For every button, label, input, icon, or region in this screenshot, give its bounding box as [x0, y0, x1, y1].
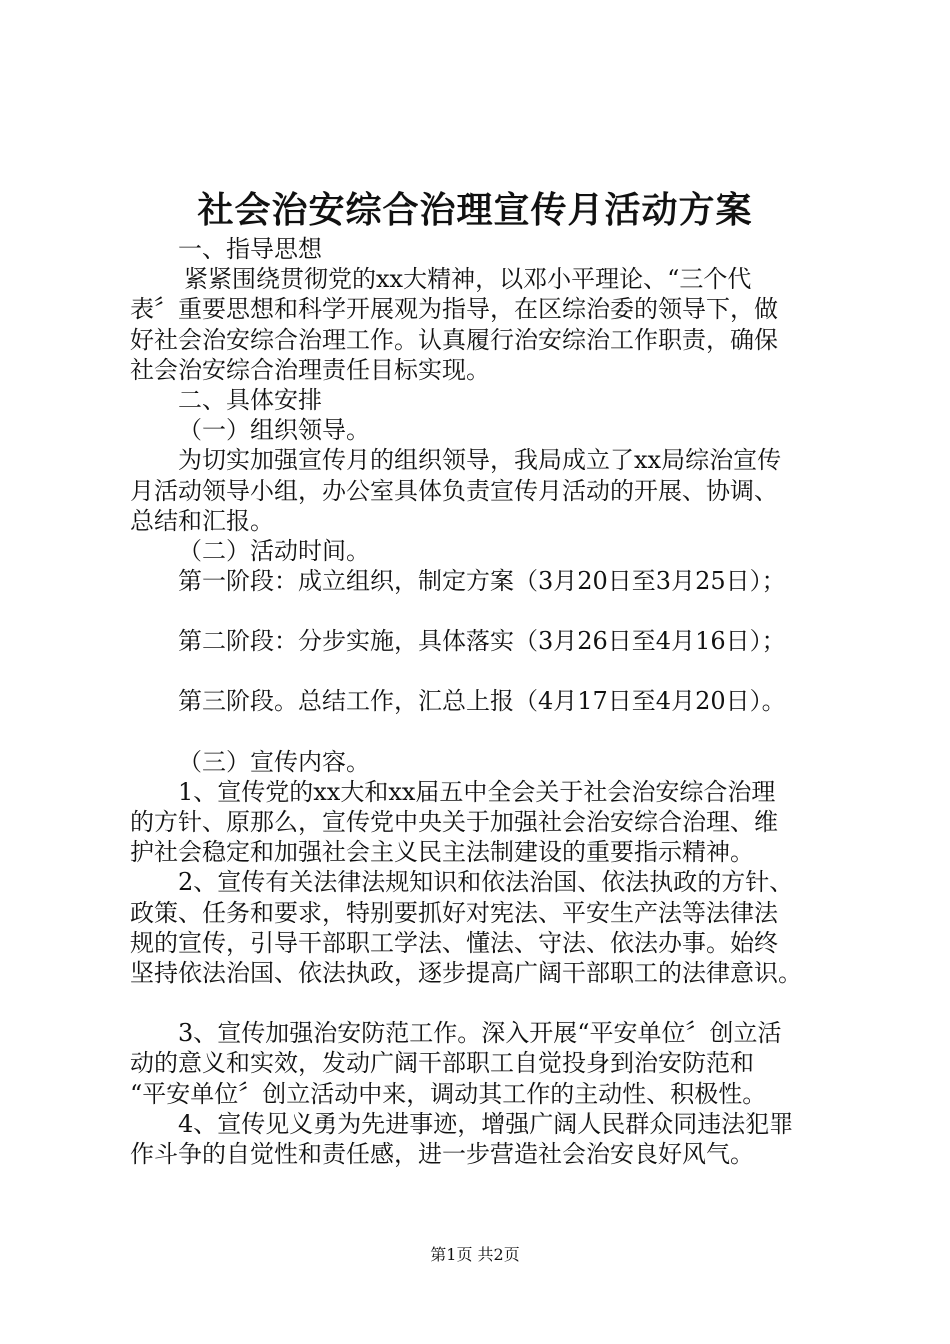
paragraph-line: 动的意义和实效，发动广阔干部职工自觉投身到治安防范和 [130, 1049, 754, 1078]
paragraph-line: 月活动领导小组，办公室具体负责宣传月活动的开展、协调、 [130, 476, 778, 505]
subsection-heading-content: （三）宣传内容。 [178, 747, 370, 776]
schedule-phase-3: 第三阶段。总结工作，汇总上报（4月17日至4月20日）。 [178, 687, 786, 716]
paragraph-line: “平安单位〞创立活动中来，调动其工作的主动性、积极性。 [130, 1079, 767, 1108]
schedule-phase-1: 第一阶段：成立组织，制定方案（3月20日至3月25日）； [178, 567, 786, 596]
subsection-heading-leadership: （一）组织领导。 [178, 416, 370, 445]
paragraph-line: 1、宣传党的xx大和xx届五中全会关于社会治安综合治理 [178, 777, 776, 806]
paragraph-line: 的方针、原那么，宣传党中央关于加强社会治安综合治理、维 [130, 808, 778, 836]
section-heading-arrangement: 二、具体安排 [178, 385, 322, 414]
paragraph-line: 政策、任务和要求，特别要抓好对宪法、平安生产法等法律法 [130, 898, 778, 927]
document-title: 社会治安综合治理宣传月活动方案 [197, 189, 753, 231]
paragraph-line: 紧紧围绕贯彻党的xx大精神，以邓小平理论、“三个代 [184, 265, 752, 294]
paragraph-line: 总结和汇报。 [130, 506, 274, 535]
paragraph-line: 表〞重要思想和科学开展观为指导，在区综治委的领导下，做 [130, 295, 778, 324]
document-body [130, 234, 830, 1169]
paragraph-line: 规的宣传，引导干部职工学法、懂法、守法、依法办事。始终 [130, 928, 778, 957]
schedule-phase-2: 第二阶段：分步实施，具体落实（3月26日至4月16日）； [178, 627, 786, 656]
paragraph-line: 好社会治安综合治理工作。认真履行治安综治工作职责，确保 [130, 325, 778, 354]
paragraph-line: 坚持依法治国、依法执政，逐步提高广阔干部职工的法律意识。 [130, 958, 802, 987]
paragraph-line: 护社会稳定和加强社会主义民主法制建设的重要指示精神。 [130, 838, 754, 867]
section-heading-guiding-thought: 一、指导思想 [178, 235, 322, 263]
subsection-heading-schedule: （二）活动时间。 [178, 536, 370, 565]
paragraph-line: 作斗争的自觉性和责任感，进一步营造社会治安良好风气。 [130, 1139, 754, 1168]
page-footer: 第1页 共2页 [430, 1245, 520, 1264]
paragraph-line: 为切实加强宣传月的组织领导，我局成立了xx局综治宣传 [178, 446, 782, 475]
paragraph-line: 3、宣传加强治安防范工作。深入开展“平安单位〞创立活 [178, 1019, 782, 1048]
paragraph-line: 社会治安综合治理责任目标实现。 [130, 355, 490, 384]
paragraph-line: 4、宣传见义勇为先进事迹，增强广阔人民群众同违法犯罪 [178, 1109, 794, 1138]
paragraph-line: 2、宣传有关法律法规知识和依法治国、依法执政的方针、 [178, 868, 794, 897]
